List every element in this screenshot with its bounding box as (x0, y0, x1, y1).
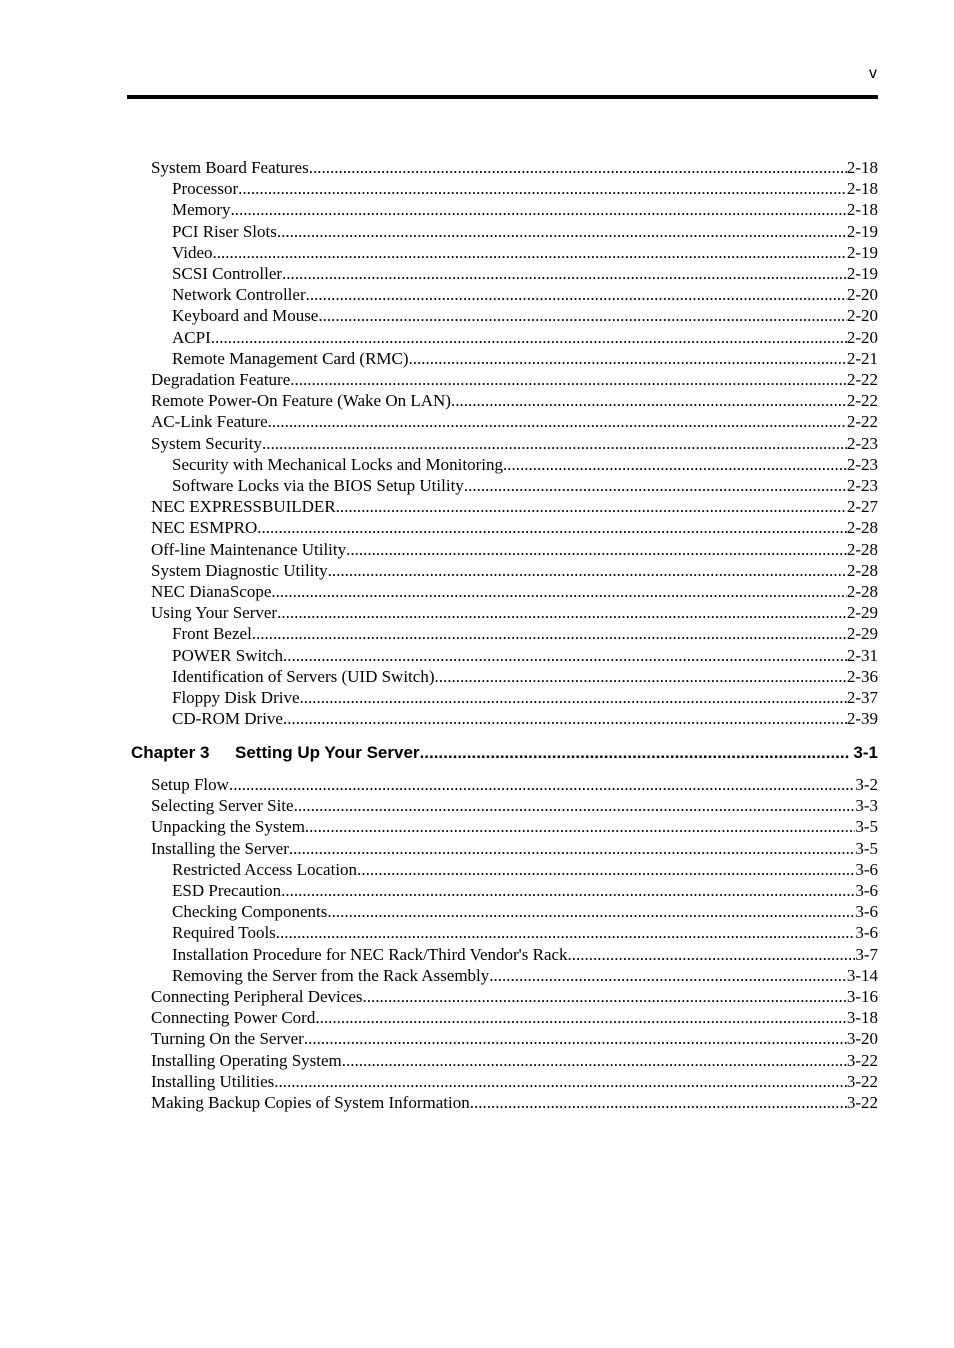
toc-entry-label: Remote Management Card (RMC) (172, 349, 409, 368)
toc-entry[interactable] (151, 838, 878, 859)
toc-entry[interactable] (172, 454, 878, 475)
dot-leader (315, 1007, 847, 1028)
toc-entry[interactable] (172, 901, 878, 922)
dot-leader (229, 774, 855, 795)
toc-entry[interactable] (151, 411, 878, 432)
toc-entry[interactable] (172, 708, 878, 729)
toc-entry[interactable] (172, 199, 878, 220)
toc-entry-label: POWER Switch (172, 646, 283, 665)
toc-entry[interactable] (151, 581, 878, 602)
toc-entry-label: ESD Precaution (172, 881, 282, 900)
toc-entry-label: AC-Link Feature (151, 412, 268, 431)
toc-entry-label: Keyboard and Mouse (172, 306, 319, 325)
toc-entry-page: 2-28 (846, 561, 878, 580)
chapter-number: Chapter 3 (131, 743, 210, 762)
dot-leader (231, 199, 847, 220)
dot-leader (252, 623, 847, 644)
dot-leader (274, 1071, 847, 1092)
toc-entry-page: 2-19 (846, 243, 878, 262)
toc-entry-label: ACPI (172, 328, 211, 347)
toc-entry[interactable] (151, 774, 878, 795)
toc-entry-page: 2-36 (846, 667, 878, 686)
toc-entry-page: 3-20 (846, 1029, 878, 1048)
toc-entry[interactable] (172, 944, 878, 965)
toc-entry-page: 2-20 (846, 306, 878, 325)
toc-entry[interactable] (172, 880, 878, 901)
toc-entry-label: Floppy Disk Drive (172, 688, 300, 707)
toc-entry[interactable] (172, 263, 878, 284)
toc-entry-page: 3-22 (846, 1072, 878, 1091)
dot-leader (464, 475, 847, 496)
toc-entry[interactable] (172, 475, 878, 496)
toc-entry[interactable] (151, 816, 878, 837)
toc-entry-page: 2-21 (846, 349, 878, 368)
toc-entry-label: Processor (172, 179, 239, 198)
toc-entry-page: 2-20 (846, 328, 878, 347)
toc-entry-label: Connecting Peripheral Devices (151, 987, 363, 1006)
toc-entry[interactable] (172, 859, 878, 880)
dot-leader (262, 433, 847, 454)
toc-entry-page: 2-27 (846, 497, 878, 516)
dot-leader (281, 880, 855, 901)
toc-entry-page: 2-18 (846, 158, 878, 177)
toc-entry[interactable] (151, 560, 878, 581)
toc-entry[interactable] (151, 369, 878, 390)
chapter-page: 3-1 (853, 743, 878, 762)
dot-leader (306, 284, 847, 305)
toc-entry-page: 2-31 (846, 646, 878, 665)
dot-leader (289, 838, 855, 859)
toc-entry-label: Front Bezel (172, 624, 252, 643)
toc-entry-label: Software Locks via the BIOS Setup Utility (172, 476, 464, 495)
dot-leader (489, 965, 847, 986)
dot-leader (282, 263, 847, 284)
dot-leader (213, 242, 847, 263)
toc-entry-label: Checking Components (172, 902, 328, 921)
toc-entry-label: Restricted Access Location (172, 860, 358, 879)
dot-leader (309, 157, 847, 178)
toc-entry-label: Installing Operating System (151, 1051, 342, 1070)
toc-entry-label: Identification of Servers (UID Switch) (172, 667, 435, 686)
toc-entry-label: Video (172, 243, 213, 262)
dot-leader (336, 496, 847, 517)
chapter-title: Setting Up Your Server (235, 743, 420, 762)
toc-entry-label: SCSI Controller (172, 264, 283, 283)
toc-entry-label: NEC EXPRESSBUILDER (151, 497, 336, 516)
toc-entry-label: NEC DianaScope (151, 582, 272, 601)
toc-entry-page: 2-28 (846, 582, 878, 601)
toc-entry-label: Off-line Maintenance Utility (151, 540, 347, 559)
toc-entry-label: NEC ESMPRO (151, 518, 258, 537)
toc-entry[interactable] (151, 1007, 878, 1028)
dot-leader (357, 859, 855, 880)
toc-entry-page: 2-19 (846, 222, 878, 241)
toc-entry-page: 3-22 (846, 1051, 878, 1070)
toc-entry-page: 2-20 (846, 285, 878, 304)
toc-entry-page: 2-18 (846, 179, 878, 198)
toc-entry-page: 2-23 (846, 455, 878, 474)
toc-entry[interactable] (172, 922, 878, 943)
toc-entry[interactable] (151, 539, 878, 560)
toc-entry-label: System Diagnostic Utility (151, 561, 328, 580)
toc-entry[interactable] (151, 1092, 878, 1113)
toc-entry-label: Making Backup Copies of System Information (151, 1093, 470, 1112)
header-rule (127, 95, 878, 99)
toc-entry-page: 3-14 (846, 966, 878, 985)
dot-leader (305, 816, 855, 837)
dot-leader (420, 741, 850, 765)
toc-entry-page: 2-22 (846, 370, 878, 389)
toc-entry[interactable] (172, 305, 878, 326)
toc-entry-label: Network Controller (172, 285, 306, 304)
dot-leader (503, 454, 847, 475)
dot-leader (276, 922, 856, 943)
toc-entry[interactable] (172, 687, 878, 708)
toc-entry[interactable] (172, 327, 878, 348)
toc-entry-page: 2-29 (846, 603, 878, 622)
toc-entry-label: System Board Features (151, 158, 309, 177)
dot-leader (470, 1092, 847, 1113)
toc-entry-page: 2-22 (846, 412, 878, 431)
dot-leader (238, 178, 847, 199)
dot-leader (283, 645, 847, 666)
toc-entry-page: 2-23 (846, 476, 878, 495)
toc-entry-label: Installing the Server (151, 839, 289, 858)
dot-leader (409, 348, 847, 369)
toc-entry-label: PCI Riser Slots (172, 222, 277, 241)
toc-entry[interactable] (151, 795, 878, 816)
toc-entry-page: 3-2 (855, 775, 878, 794)
toc-entry-page: 2-28 (846, 518, 878, 537)
toc-entry-label: Setup Flow (151, 775, 229, 794)
toc-entry-label: Installation Procedure for NEC Rack/Third Vendor's Rack (172, 945, 568, 964)
toc-entry[interactable] (172, 965, 878, 986)
toc-entry-label: Turning On the Server (151, 1029, 304, 1048)
toc-entry-page: 2-18 (846, 200, 878, 219)
toc-entry[interactable] (151, 390, 878, 411)
toc-entry[interactable] (151, 1071, 878, 1092)
toc-entry[interactable] (151, 602, 878, 623)
toc-entry-page: 3-5 (855, 817, 878, 836)
toc-entry[interactable] (151, 157, 878, 178)
toc-entry-label: Selecting Server Site (151, 796, 294, 815)
toc-entry-label: Unpacking the System (151, 817, 305, 836)
dot-leader (290, 369, 847, 390)
dot-leader (268, 411, 847, 432)
toc-entry-label: System Security (151, 434, 262, 453)
dot-leader (257, 517, 847, 538)
dot-leader (451, 390, 847, 411)
toc-entry[interactable] (172, 178, 878, 199)
toc-entry-page: 3-3 (855, 796, 878, 815)
toc-entry-page: 3-5 (855, 839, 878, 858)
toc-entry[interactable] (151, 986, 878, 1007)
toc-entry-label: Installing Utilities (151, 1072, 275, 1091)
toc-entry-label: Security with Mechanical Locks and Monitoring (172, 455, 503, 474)
toc-entry-page: 2-22 (846, 391, 878, 410)
dot-leader (304, 1028, 847, 1049)
toc-entry-page: 3-16 (846, 987, 878, 1006)
toc-entry-page: 3-6 (855, 923, 878, 942)
toc-entry-page: 3-6 (855, 902, 878, 921)
dot-leader (363, 986, 847, 1007)
toc-entry-page: 3-6 (855, 881, 878, 900)
toc-entry[interactable] (172, 348, 878, 369)
toc-entry[interactable] (151, 1028, 878, 1049)
toc-entry-label: CD-ROM Drive (172, 709, 283, 728)
dot-leader (318, 305, 846, 326)
toc-entry-page: 2-37 (846, 688, 878, 707)
toc-entry-page: 2-39 (846, 709, 878, 728)
dot-leader (271, 581, 846, 602)
toc-entry[interactable] (151, 496, 878, 517)
dot-leader (283, 708, 847, 729)
dot-leader (277, 602, 847, 623)
dot-leader (346, 539, 847, 560)
toc-entry-page: 3-7 (855, 945, 878, 964)
toc-entry[interactable] (172, 645, 878, 666)
toc-entry-label: Using Your Server (151, 603, 278, 622)
toc-entry-page: 3-6 (855, 860, 878, 879)
toc-entry[interactable] (172, 284, 878, 305)
toc-entry-label: Degradation Feature (151, 370, 291, 389)
dot-leader (277, 221, 847, 242)
toc-entry[interactable] (172, 623, 878, 644)
toc-entry-page: 2-19 (846, 264, 878, 283)
toc-entry[interactable] (151, 517, 878, 538)
dot-leader (211, 327, 847, 348)
toc-entry-page: 2-23 (846, 434, 878, 453)
toc-entry-page: 2-28 (846, 540, 878, 559)
chapter-heading[interactable] (131, 741, 878, 765)
dot-leader (300, 687, 847, 708)
toc-entry[interactable] (172, 242, 878, 263)
toc-entry-page: 2-29 (846, 624, 878, 643)
dot-leader (342, 1050, 847, 1071)
dot-leader (434, 666, 846, 687)
toc-entry[interactable] (172, 666, 878, 687)
toc-entry[interactable] (151, 1050, 878, 1071)
toc-entry[interactable] (151, 433, 878, 454)
page-number: v (869, 65, 877, 82)
dot-leader (328, 560, 847, 581)
toc-entry-page: 3-22 (846, 1093, 878, 1112)
toc-entry-page: 3-18 (846, 1008, 878, 1027)
toc-entry-label: Removing the Server from the Rack Assembly (172, 966, 490, 985)
toc-entry-label: Connecting Power Cord (151, 1008, 316, 1027)
toc-entry[interactable] (172, 221, 878, 242)
toc-entry-label: Remote Power-On Feature (Wake On LAN) (151, 391, 451, 410)
toc-entry-label: Required Tools (172, 923, 276, 942)
toc-entry-label: Memory (172, 200, 231, 219)
dot-leader (294, 795, 856, 816)
dot-leader (568, 944, 856, 965)
dot-leader (327, 901, 855, 922)
